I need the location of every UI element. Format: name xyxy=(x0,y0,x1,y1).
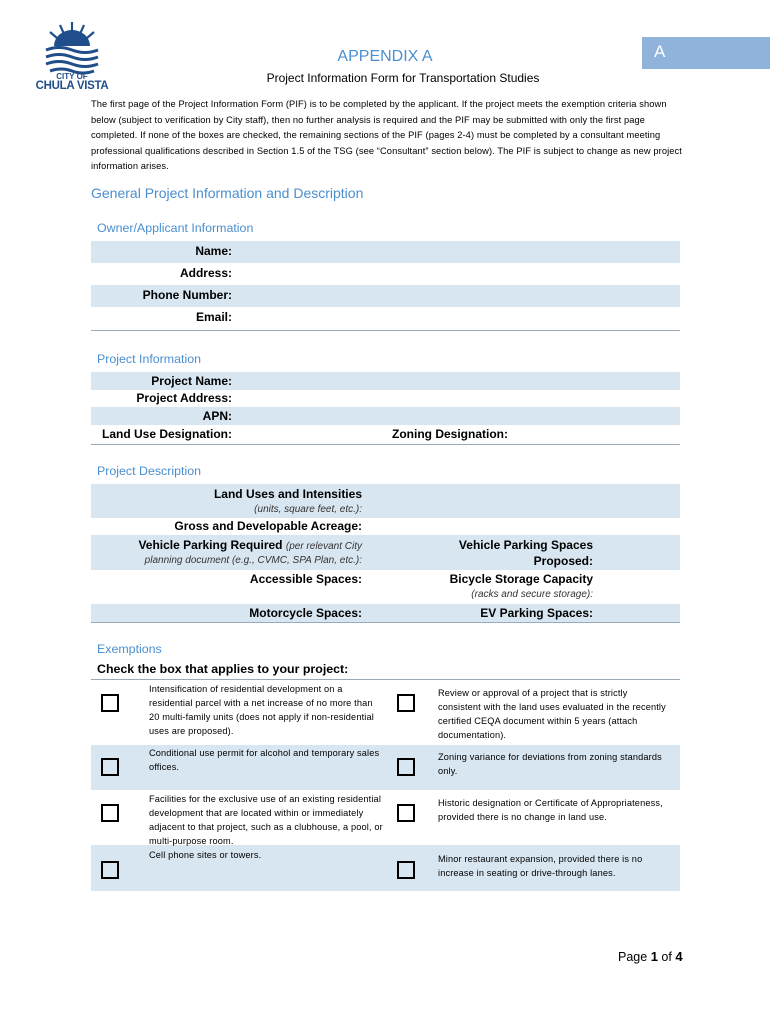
exemption-text: Zoning variance for deviations from zoning standards only. xyxy=(438,752,662,776)
exemption-checkbox[interactable] xyxy=(101,861,119,879)
exemption-text: Historic designation or Certificate of Appropriateness, provided there is no change in land use. xyxy=(438,798,663,822)
exemption-checkbox[interactable] xyxy=(397,758,415,776)
logo-line2: CHULA VISTA xyxy=(35,80,109,92)
page-subtitle: Project Information Form for Transportation Studies xyxy=(266,71,540,85)
divider xyxy=(91,330,680,331)
parking-required-text: Vehicle Parking Required xyxy=(138,538,283,552)
project-address-label: Project Address: xyxy=(136,391,232,405)
page-of: of xyxy=(661,950,672,964)
exemption-checkbox[interactable] xyxy=(101,804,119,822)
parking-required-note: (per relevant City xyxy=(285,541,362,552)
logo-line1: CITY OF xyxy=(56,72,88,81)
motorcycle-label: Motorcycle Spaces: xyxy=(249,606,362,620)
exemption-text: Intensification of residential development on a residential parcel with a net increase of no more than 20 multi-family units (does not apply if non-residential uses are proposed). xyxy=(149,684,374,736)
bicycle-sub: (racks and secure storage): xyxy=(471,589,593,600)
exemption-text: Facilities for the exclusive use of an existing residential development that are located within or immediately adjacent to that project, such as a clubhouse, a pool, or multi-purpose room. xyxy=(149,794,383,846)
parking-required-note2: planning document (e.g., CVMC, SPA Plan, etc.): xyxy=(144,555,362,566)
exemption-text: Review or approval of a project that is strictly consistent with the land uses evaluated in the recently certified CEQA document within 5 years (attach documentation). xyxy=(438,688,666,740)
accessible-label: Accessible Spaces: xyxy=(249,572,362,586)
land-use-label: Land Use Designation: xyxy=(101,427,232,441)
page-total: 4 xyxy=(675,949,683,964)
intro-paragraph: The first page of the Project Information Form (PIF) is to be completed by the applicant. If the project meets the exemption criteria shown below (subject to verification by City staff), then no further analysis is required and the PIF may be submitted with only the first page completed. If none of the boxes are checked, the remaining sections of the PIF (pages 2-4) must be completed by a consultant meeting professional qualifications described in Section 1.5 of the TSG (see “Consultant” section below). The PIF is subject to change as new project information arises. xyxy=(91,99,682,172)
project-address-row xyxy=(91,390,680,407)
acreage-label: Gross and Developable Acreage: xyxy=(174,519,362,533)
exemption-checkbox[interactable] xyxy=(397,861,415,879)
owner-heading: Owner/Applicant Information xyxy=(97,221,254,235)
exemption-checkbox[interactable] xyxy=(397,804,415,822)
page-number xyxy=(618,949,683,964)
tab-letter: A xyxy=(654,42,666,61)
exemption-checkbox[interactable] xyxy=(101,694,119,712)
zoning-label: Zoning Designation: xyxy=(392,427,508,441)
name-label: Name: xyxy=(195,244,232,258)
phone-label: Phone Number: xyxy=(142,288,232,302)
parking-required-label xyxy=(138,538,362,552)
apn-row xyxy=(91,407,680,425)
address-row xyxy=(91,263,680,285)
parking-proposed-label2: Proposed: xyxy=(533,554,593,568)
exemption-text: Minor restaurant expansion, provided there is no increase in seating or drive-through lanes. xyxy=(438,854,643,878)
land-uses-row xyxy=(91,484,680,518)
project-name-label: Project Name: xyxy=(151,374,232,388)
accessible-bicycle-row xyxy=(91,570,680,604)
exemption-checkbox[interactable] xyxy=(101,758,119,776)
project-name-row xyxy=(91,372,680,390)
exemptions-instruction: Check the box that applies to your project: xyxy=(97,662,349,676)
project-desc-heading: Project Description xyxy=(97,464,201,478)
divider xyxy=(91,622,680,623)
exemption-text: Conditional use permit for alcohol and temporary sales offices. xyxy=(149,748,380,772)
ev-label: EV Parking Spaces: xyxy=(480,606,593,620)
bicycle-label: Bicycle Storage Capacity xyxy=(449,572,593,586)
designation-row xyxy=(91,425,680,443)
acreage-row xyxy=(91,518,680,535)
motorcycle-ev-row xyxy=(91,604,680,622)
address-label: Address: xyxy=(179,266,232,280)
phone-row xyxy=(91,285,680,307)
name-row xyxy=(91,241,680,263)
divider xyxy=(91,444,680,445)
email-label: Email: xyxy=(195,310,232,324)
project-info-heading: Project Information xyxy=(97,352,201,366)
land-uses-sub: (units, square feet, etc.): xyxy=(254,504,362,515)
email-row xyxy=(91,307,680,329)
land-uses-label: Land Uses and Intensities xyxy=(213,487,362,501)
page-title: APPENDIX A xyxy=(337,48,433,65)
exemption-checkbox[interactable] xyxy=(397,694,415,712)
apn-label: APN: xyxy=(202,409,232,423)
parking-proposed-label: Vehicle Parking Spaces xyxy=(458,538,593,552)
page-label: Page xyxy=(618,950,648,964)
section-title: General Project Information and Description xyxy=(91,185,364,201)
parking-row xyxy=(91,535,680,570)
page-current: 1 xyxy=(650,949,658,964)
exemptions-heading: Exemptions xyxy=(97,642,162,656)
exemption-text: Cell phone sites or towers. xyxy=(149,850,262,860)
